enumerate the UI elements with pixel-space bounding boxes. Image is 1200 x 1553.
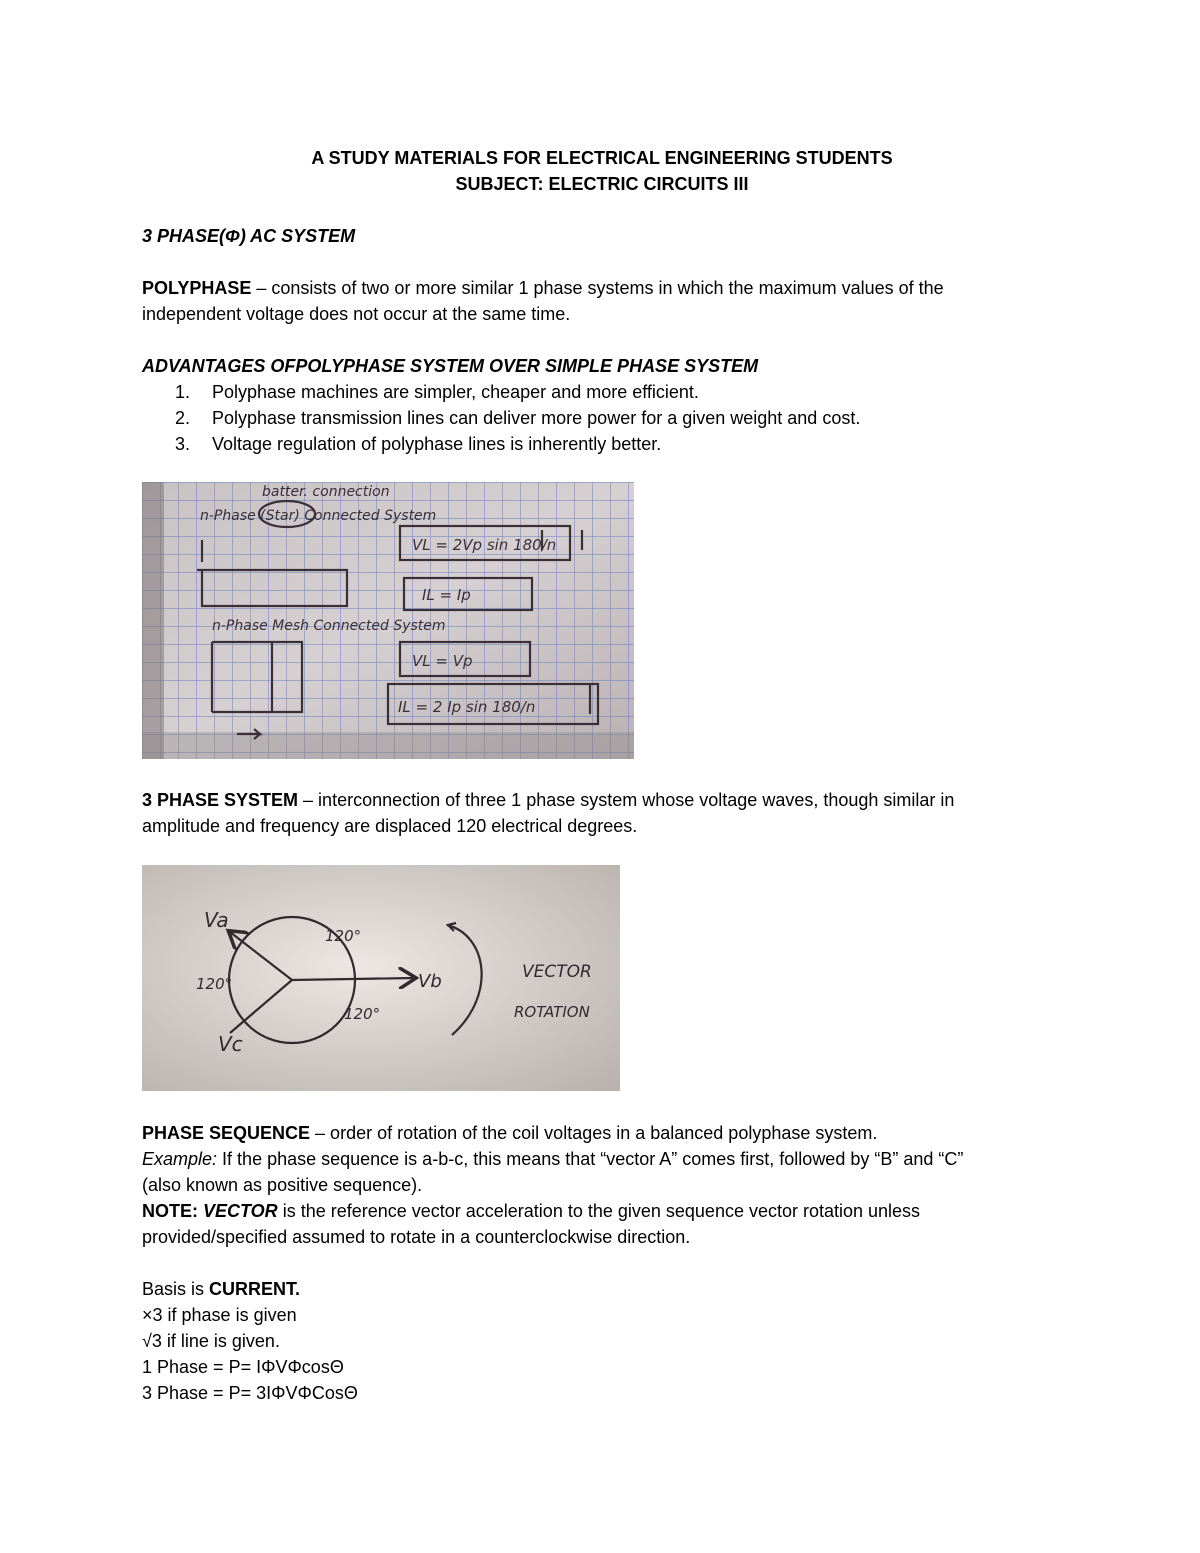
polyphase-definition bbox=[142, 275, 944, 301]
basis-phase-given: ×3 if phase is given bbox=[142, 1305, 297, 1325]
basis-value: CURRENT. bbox=[209, 1279, 301, 1299]
phase-sequence-note: NOTE: VECTOR is the reference vector acceleration to the given sequence vector rotation unless bbox=[142, 1201, 921, 1221]
vector-label-va: Va bbox=[204, 908, 229, 932]
rotation-label-1: VECTOR bbox=[522, 962, 592, 982]
three-phase-definition bbox=[142, 787, 954, 813]
notebook-star-title: n-Phase (Star) Connected System bbox=[200, 508, 437, 524]
phase-sequence-note-cont: provided/specified assumed to rotate in a counterclockwise direction. bbox=[142, 1227, 691, 1247]
three-phase-term: 3 PHASE SYSTEM bbox=[142, 790, 299, 810]
angle-label-bottom: 120° bbox=[344, 1005, 381, 1023]
advantages-list bbox=[142, 379, 1062, 457]
polyphase-term: POLYPHASE bbox=[142, 278, 252, 298]
three-phase-text: – interconnection of three 1 phase system whose voltage waves, though similar in bbox=[298, 790, 955, 810]
phase-sequence-definition: PHASE SEQUENCE – order of rotation of the coil voltages in a balanced polyphase system. bbox=[142, 1123, 878, 1143]
notebook-top-note: batter. connection bbox=[262, 484, 390, 500]
document-subject: SUBJECT: ELECTRIC CIRCUITS III bbox=[455, 174, 749, 194]
note-vector: VECTOR bbox=[203, 1201, 278, 1221]
single-phase-power-formula: 1 Phase = P= IΦVΦcosΘ bbox=[142, 1357, 344, 1377]
three-phase-power-formula: 3 Phase = P= 3IΦVΦCosΘ bbox=[142, 1383, 358, 1403]
notebook-star-vl-formula: VL = 2Vp sin 180/n bbox=[412, 536, 557, 554]
phase-sequence-example: Example: If the phase sequence is a-b-c, this means that “vector A” comes first, followed by “B” and “C” bbox=[142, 1149, 964, 1169]
note-label: NOTE: bbox=[142, 1201, 203, 1221]
notebook-star-il-formula: IL = Ip bbox=[422, 586, 471, 604]
vector-label-vc: Vc bbox=[218, 1032, 243, 1056]
polyphase-text-cont: independent voltage does not occur at the same time. bbox=[142, 304, 571, 324]
notebook-mesh-title: n-Phase Mesh Connected System bbox=[212, 618, 446, 634]
three-phase-text-cont: amplitude and frequency are displaced 120 electrical degrees. bbox=[142, 816, 638, 836]
vector-label-vb: Vb bbox=[418, 971, 442, 992]
document-title: A STUDY MATERIALS FOR ELECTRICAL ENGINEERING STUDENTS bbox=[311, 148, 893, 168]
angle-label-left: 120° bbox=[196, 975, 233, 993]
phase-sequence-term: PHASE SEQUENCE bbox=[142, 1123, 311, 1143]
rotation-label-2: ROTATION bbox=[514, 1003, 590, 1021]
example-label: Example: bbox=[142, 1149, 218, 1169]
notebook-mesh-il-formula: IL = 2 Ip sin 180/n bbox=[398, 698, 536, 716]
polyphase-text: – consists of two or more similar 1 phase systems in which the maximum values of the bbox=[251, 278, 944, 298]
notebook-mesh-vl-formula: VL = Vp bbox=[412, 652, 473, 670]
angle-label-top: 120° bbox=[325, 927, 362, 945]
advantages-heading: ADVANTAGES OFPOLYPHASE SYSTEM OVER SIMPLE PHASE SYSTEM bbox=[142, 356, 759, 376]
notebook-photo bbox=[142, 482, 634, 759]
basis-line-given: √3 if line is given. bbox=[142, 1331, 280, 1351]
list-item: 1. Polyphase machines are simpler, cheaper and more efficient. bbox=[175, 382, 699, 402]
phase-sequence-example-cont: (also known as positive sequence). bbox=[142, 1175, 423, 1195]
list-item: 3. Voltage regulation of polyphase lines is inherently better. bbox=[175, 434, 662, 454]
section-heading: 3 PHASE(Φ) AC SYSTEM bbox=[142, 226, 356, 246]
basis-line: Basis is CURRENT. bbox=[142, 1279, 301, 1299]
list-item: 2. Polyphase transmission lines can deliver more power for a given weight and cost. bbox=[175, 408, 861, 428]
vector-diagram-photo bbox=[142, 865, 620, 1091]
